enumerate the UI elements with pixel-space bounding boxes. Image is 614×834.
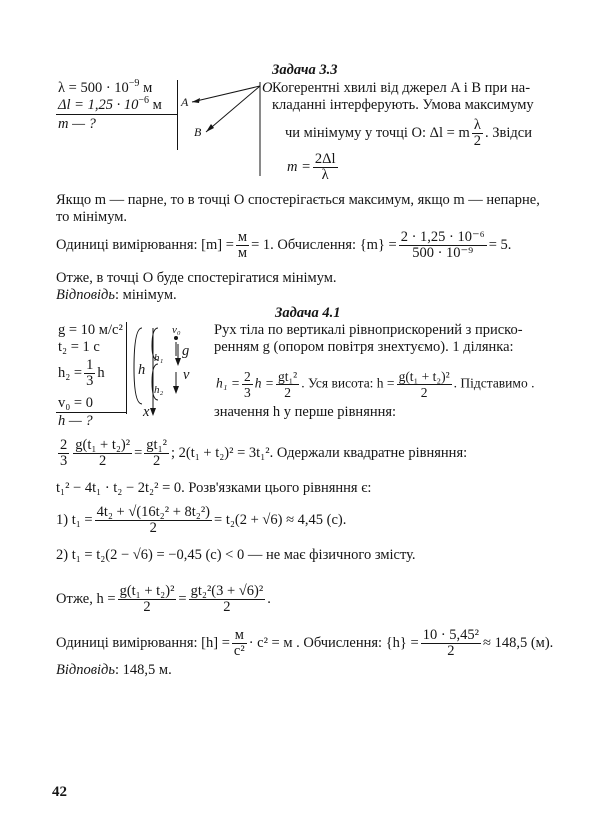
page-number: 42: [52, 784, 67, 800]
task-4-1-title: Задача 4.1: [275, 305, 341, 321]
task33-para-line2: то мінімум.: [56, 209, 128, 225]
task33-text-line1: Когерентні хвилі від джерел A і B при на-: [272, 80, 531, 96]
task33-conclusion: Отже, в точці O буде спостерігатися мінімум.: [56, 270, 337, 286]
given-unknown-m: m — ?: [58, 116, 96, 132]
task41-equation1: h₁ = $\frac{2}{3}$ h = $\frac{\text{gt₁²}}{2}$ . Уся висота: h = $\frac{\text{g(t₁ + t₂)²}}{2}$ . Підставимо .: [216, 369, 535, 400]
source-b-label: B: [194, 125, 202, 139]
v-vector-label: v: [183, 367, 190, 383]
given-g: g = 10 м/c²: [58, 322, 123, 338]
given-delta-l: $\Delta l = 1,25 \cdot 10^{-6}$ м: [58, 95, 162, 113]
task33-para-line1: Якщо m — парне, то в точці O спостерігається максимум, якщо m — непарне,: [56, 192, 540, 208]
formula-m: m = $\frac{2\Delta l}{\lambda}$: [287, 151, 336, 183]
interference-diagram: [178, 78, 268, 178]
given-unknown-h: h — ?: [58, 413, 93, 429]
given-v0: v₀ = 0: [58, 395, 93, 411]
final-formula-h: Отже, h = $\frac{\text{g(t₁ + t₂)²}}{2}$ = $\frac{\text{gt₂²(3 + √6)²}}{2}$ .: [56, 583, 271, 615]
task41-text-line1: Рух тіла по вертикалі рівноприскорений з приско-: [214, 322, 523, 338]
task41-answer: Відповідь: 148,5 м.: [56, 662, 172, 678]
given-lambda: $\lambda = 500 \cdot 10^{-9}$ м: [58, 78, 153, 96]
task41-equation3: t₁² − 4t₁ · t₂ − 2t₂² = 0. Розв'язками цього рівняння є:: [56, 480, 372, 496]
task33-text-line2: кладанні інтерферують. Умова максимуму: [272, 97, 534, 113]
task-3-3-title: Задача 3.3: [272, 62, 338, 78]
x-axis-label: x: [143, 404, 150, 420]
v0-label: v₀: [172, 324, 181, 336]
task41-units-calc: Одиниці вимірювання: [h] = $\frac{м}{\text{c²}}$ · c² = м . Обчислення: {h} = $\frac{\text{10 · 5,45²}}{2}$ ≈ 148,5 (м).: [56, 627, 554, 659]
source-a-label: A: [181, 95, 189, 109]
given-divider: [56, 114, 178, 115]
h1-label: h₁: [154, 352, 164, 364]
task33-answer: Відповідь: мінімум.: [56, 287, 177, 303]
solution-2: 2) t₁ = t₂(2 − √6) = −0,45 (c) < 0 — не має фізичного змісту.: [56, 547, 416, 563]
task41-text-line3: значення h у перше рівняння:: [214, 404, 397, 420]
h2-label: h₂: [154, 384, 164, 396]
task41-text-line2: ренням g (опором повітря знехтуємо). 1 ділянка:: [214, 339, 514, 355]
h-label: h: [138, 362, 146, 378]
lambda-over-two: $\frac{\lambda}{2}$: [473, 117, 481, 149]
task33-text-line3: чи мінімуму у точці O: Δl = m $\frac{\lambda}{2}$ . Звідси: [285, 117, 532, 149]
g-vector-label: g: [182, 343, 190, 359]
solution-1: 1) t₁ = $\frac{\text{4t₂ + √(16t₂² + 8t₂²)}}{2}$ = t₂(2 + √6) ≈ 4,45 (c).: [56, 504, 347, 536]
task41-equation2: $\frac{2}{3}$ $\frac{\text{g(t₁ + t₂)²}}{2}$ = $\frac{\text{gt₁²}}{2}$ ; 2(t₁ + t₂)² = 3t₁². Одержали квадратне рівняння:: [60, 437, 468, 469]
task33-units-calc: Одиниці вимірювання: [m] = $\frac{м}{м}$ = 1. Обчислення: {m} = $\frac{\text{2 · 1,25 · 10⁻⁶}}{\text{500 · 10⁻⁹}}$ = 5.: [56, 229, 512, 261]
given-t2: t₂ = 1 c: [58, 339, 100, 355]
given-vertical-line-2: [126, 322, 127, 414]
point-o-label: O: [262, 80, 273, 96]
given-h2: h₂ = $\frac{1}{3}$ h: [58, 357, 105, 389]
